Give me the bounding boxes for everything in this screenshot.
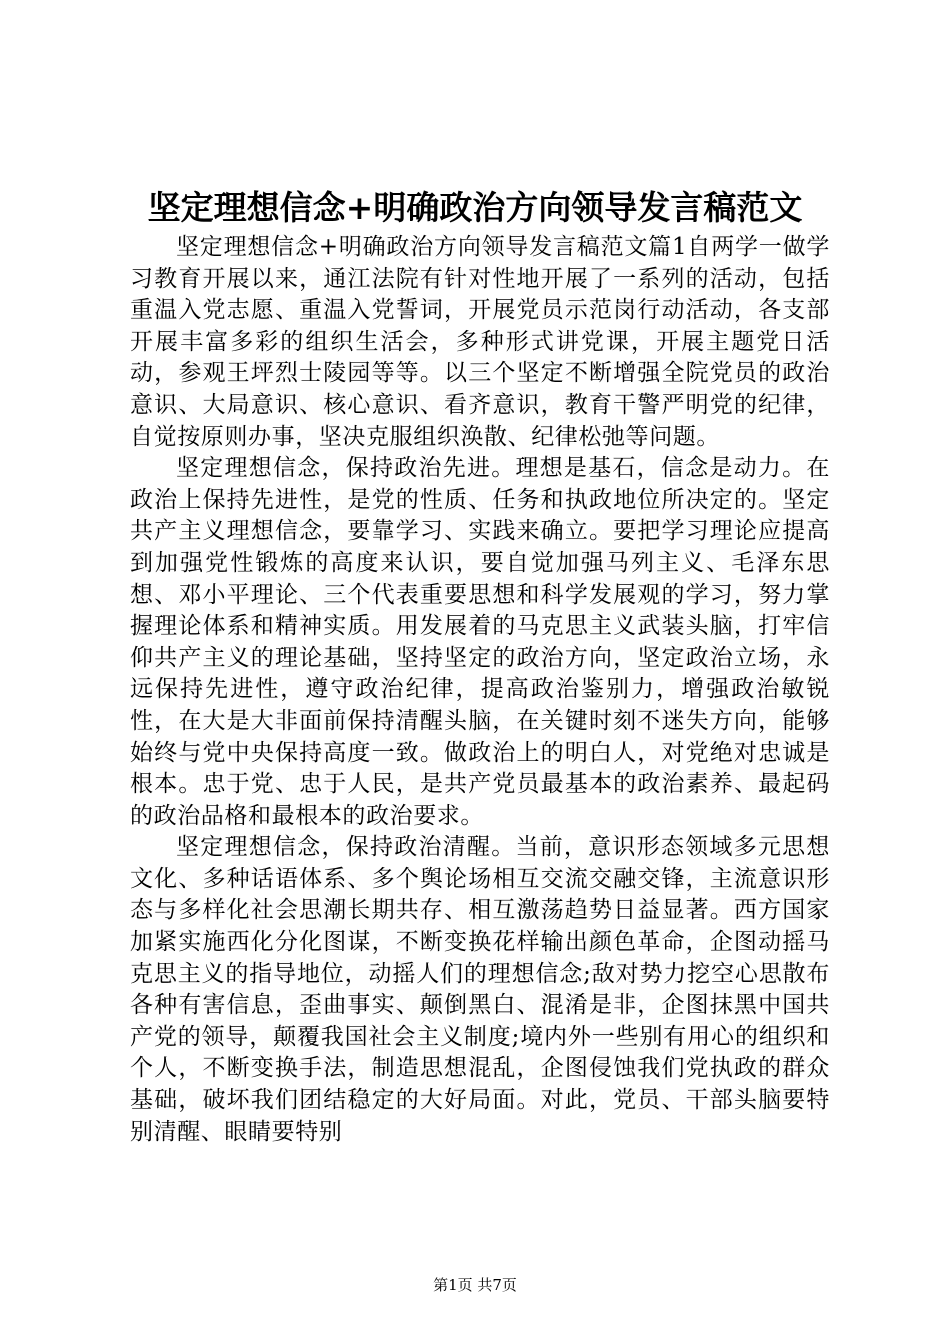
- document-body: [130, 232, 830, 1148]
- document-title: 坚定理想信念+明确政治方向领导发言稿范文: [147, 188, 803, 227]
- paragraph-3: 坚定理想信念，保持政治清醒。当前，意识形态领域多元思想文化、多种话语体系、多个舆论场相互交流交融交锋，主流意识形态与多样化社会思潮长期共存、相互激荡趋势日益显著。西方国家加紧实施西化分化图谋，不断变换花样输出颜色革命，企图动摇马克思主义的指导地位，动摇人们的理想信念;敌对势力挖空心思散布各种有害信息，歪曲事实、颠倒黑白、混淆是非，企图抹黑中国共产党的领导，颠覆我国社会主义制度;境内外一些别有用心的组织和个人，不断变换手法，制造思想混乱，企图侵蚀我们党执政的群众基础，破坏我们团结稳定的大好局面。对此，党员、干部头脑要特别清醒、眼睛要特别: [130, 834, 830, 1145]
- page-footer: 第1页 共7页: [433, 1276, 517, 1294]
- paragraph-1: 坚定理想信念+明确政治方向领导发言稿范文篇1自两学一做学习教育开展以来，通江法院有针对性地开展了一系列的活动，包括重温入党志愿、重温入党誓词，开展党员示范岗行动活动，各支部开展丰富多彩的组织生活会，多种形式讲党课，开展主题党日活动，参观王坪烈士陵园等等。以三个坚定不断增强全院党员的政治意识、大局意识、核心意识、看齐意识，教育干警严明党的纪律，自觉按原则办事，坚决克服组织涣散、纪律松弛等问题。: [130, 234, 830, 450]
- paragraph-2: 坚定理想信念，保持政治先进。理想是基石，信念是动力。在政治上保持先进性，是党的性质、任务和执政地位所决定的。坚定共产主义理想信念，要靠学习、实践来确立。要把学习理论应提高到加强党性锻炼的高度来认识，要自觉加强马列主义、毛泽东思想、邓小平理论、三个代表重要思想和科学发展观的学习，努力掌握理论体系和精神实质。用发展着的马克思主义武装头脑，打牢信仰共产主义的理论基础，坚持坚定的政治方向，坚定政治立场，永远保持先进性，遵守政治纪律，提高政治鉴别力，增强政治敏锐性，在大是大非面前保持清醒头脑，在关键时刻不迷失方向，能够始终与党中央保持高度一致。做政治上的明白人，对党绝对忠诚是根本。忠于党、忠于人民，是共产党员最基本的政治素养、最起码的政治品格和最根本的政治要求。: [130, 455, 830, 829]
